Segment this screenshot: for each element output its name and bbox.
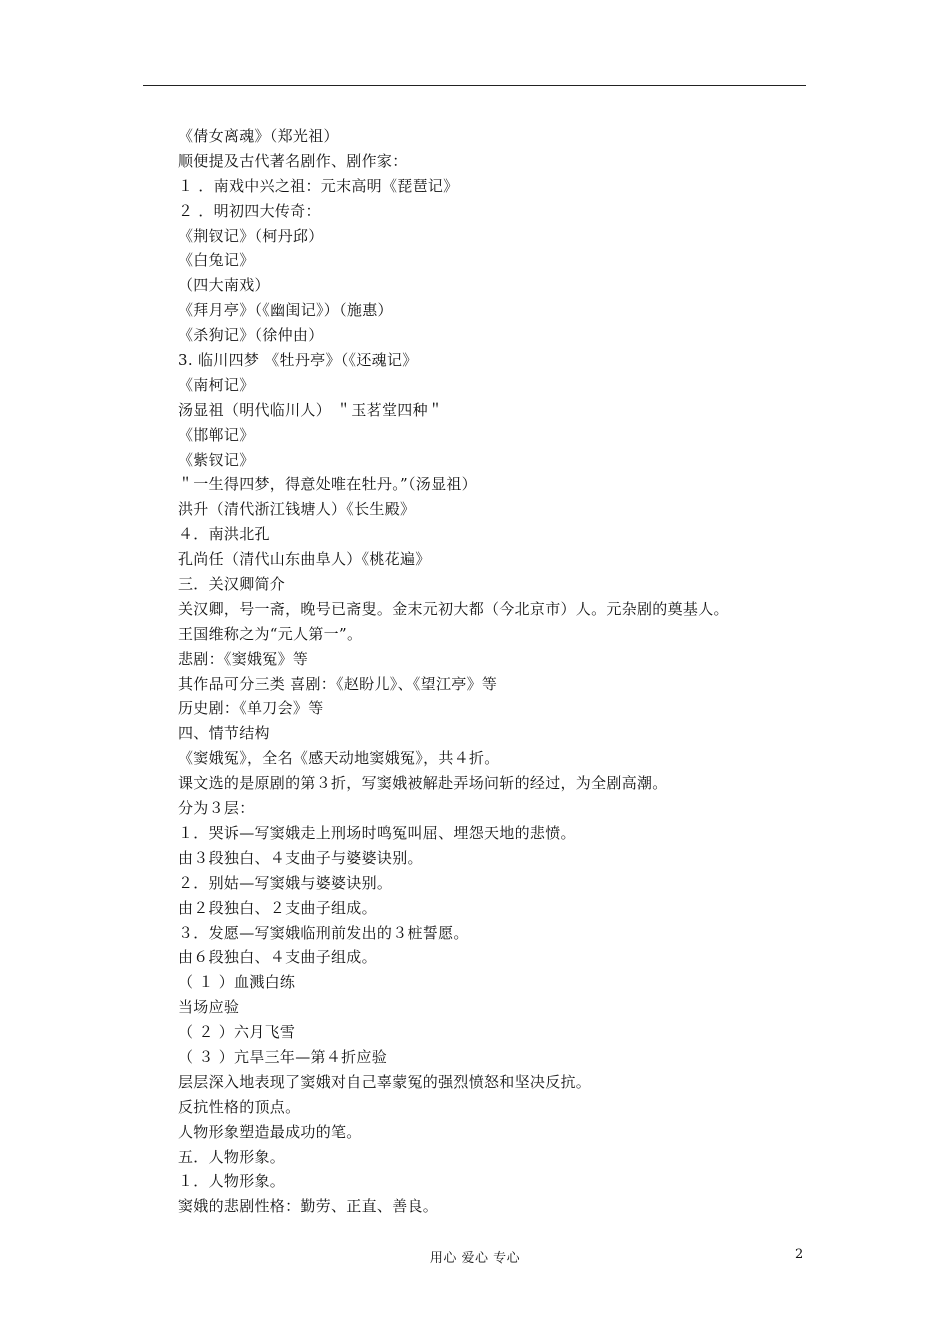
text-line: 孔尚任（清代山东曲阜人）《桃花遍》 xyxy=(178,550,431,569)
text-line: 分为３层： xyxy=(178,799,255,818)
text-line: 悲剧：《窦娥冤》等 xyxy=(178,649,309,668)
text-line: １ ．南戏中兴之祖：元末高明《琵琶记》 xyxy=(178,176,459,195)
text-line: （四大南戏） xyxy=(178,276,270,295)
text-line: 由３段独白、４支曲子与婆婆诀别。 xyxy=(178,848,423,867)
text-line: ＂一生得四梦，得意处唯在牡丹。”（汤显祖） xyxy=(178,475,477,494)
text-line: 《窦娥冤》，全名《感天动地窦娥冤》，共４折。 xyxy=(178,749,500,768)
text-line: ２．别姑—写窦娥与婆婆诀别。 xyxy=(178,873,393,892)
text-line: 《白兔记》 xyxy=(178,251,255,270)
text-line: 四、情节结构 xyxy=(178,724,270,743)
text-line: 其作品可分三类 喜剧：《赵盼儿》、《望江亭》等 xyxy=(178,674,498,693)
text-line: 顺便提及古代著名剧作、剧作家： xyxy=(178,151,408,170)
text-line: 《拜月亭》（《幽闺记》）（施惠） xyxy=(178,301,393,320)
text-line: 《南柯记》 xyxy=(178,375,255,394)
text-line: 由２段独白、２支曲子组成。 xyxy=(178,898,377,917)
text-line: 三．关汉卿简介 xyxy=(178,575,286,594)
text-line: 反抗性格的顶点。 xyxy=(178,1097,301,1116)
text-line: 《邯郸记》 xyxy=(178,425,255,444)
text-line: １．哭诉—写窦娥走上刑场时鸣冤叫屈、埋怨天地的悲愤。 xyxy=(178,823,576,842)
text-line: （ ２ ）六月飞雪 xyxy=(178,1023,296,1042)
text-line: 王国维称之为“元人第一”。 xyxy=(178,624,363,643)
text-line: 汤显祖（明代临川人） ＂玉茗堂四种＂ xyxy=(178,400,444,419)
text-line: ４．南洪北孔 xyxy=(178,525,270,544)
text-line: 《荆钗记》（柯丹邱） xyxy=(178,226,324,245)
text-line: 窦娥的悲剧性格：勤劳、正直、善良。 xyxy=(178,1197,439,1216)
text-line: 洪升（清代浙江钱塘人）《长生殿》 xyxy=(178,500,416,519)
document-body xyxy=(178,124,818,1219)
text-line: 历史剧：《单刀会》等 xyxy=(178,699,324,718)
text-line: １．人物形象。 xyxy=(178,1172,286,1191)
text-line: （ ３ ）亢旱三年—第４折应验 xyxy=(178,1047,388,1066)
text-line: 课文选的是原剧的第３折，写窦娥被解赴弄场问斩的经过，为全剧高潮。 xyxy=(178,774,668,793)
text-line: 3. 临川四梦 《牡丹亭》（《还魂记》 xyxy=(178,351,418,370)
text-line: （ １ ）血溅白练 xyxy=(178,973,296,992)
page-number: 2 xyxy=(795,1247,804,1262)
text-line: 由６段独白、４支曲子组成。 xyxy=(178,948,377,967)
text-line: ２ ．明初四大传奇： xyxy=(178,201,321,220)
header-rule xyxy=(143,85,806,86)
text-line: 《紫钗记》 xyxy=(178,450,255,469)
text-line: 五．人物形象。 xyxy=(178,1147,286,1166)
text-line: 当场应验 xyxy=(178,998,240,1017)
text-line: 《杀狗记》（徐仲由） xyxy=(178,326,324,345)
text-line: 《倩女离魂》（郑光祖） xyxy=(178,127,339,145)
text-line: 层层深入地表现了窦娥对自己辜蒙冤的强烈愤怒和坚决反抗。 xyxy=(178,1072,592,1091)
text-line: ３．发愿—写窦娥临刑前发出的３桩誓愿。 xyxy=(178,923,469,942)
text-line: 关汉卿，号一斋，晚号已斋叟。金末元初大都（今北京市）人。元杂剧的奠基人。 xyxy=(178,599,729,618)
text-line: 人物形象塑造最成功的笔。 xyxy=(178,1122,362,1141)
footer-text: 用心 爱心 专心 xyxy=(429,1251,521,1266)
